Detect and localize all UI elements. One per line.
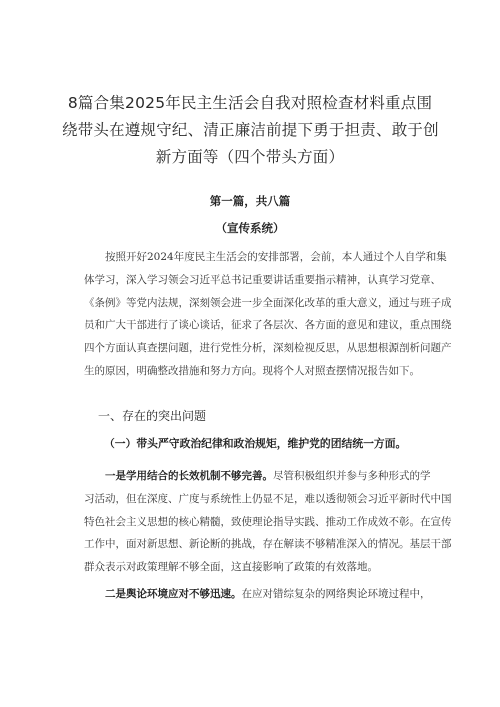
- paragraph-lead: 二是舆论环境应对不够迅速。: [105, 588, 242, 600]
- intro-line: 四个方面认真查摆问题，进行党性分析，深刻检视反思，从思想根源剖析问题产: [84, 342, 452, 355]
- document-title: [62, 90, 438, 171]
- paragraph-line: 工作中，面对新思想、新论断的挑战，存在解读不够精准深入的情况。基层干部: [84, 538, 452, 551]
- title-line: 8篇合集2025年民主生活会自我对照检查材料重点围: [67, 94, 433, 112]
- subpart-heading: （宣传系统）: [215, 221, 285, 235]
- paragraph-line: 群众表示对政策理解不够全面，这直接影响了政策的有效落地。: [84, 561, 378, 574]
- intro-line: 《条例》等党内法规，深刻领会进一步全面深化改革的重大意义，通过与班子成: [84, 296, 452, 309]
- title-line: 绕带头在遵规守纪、清正廉洁前提下勇于担责、敢于创: [62, 121, 439, 139]
- paragraph-text: 在应对错综复杂的网络舆论环境过程中，: [241, 588, 431, 600]
- intro-paragraph: [84, 246, 454, 383]
- paragraph-first-line: [84, 465, 454, 488]
- subsection-heading: （一）带头严守政治纪律和政治规矩，维护党的团结统一方面。: [104, 437, 407, 450]
- intro-line: 体学习，深入学习领会习近平总书记重要讲话重要指示精神，认真学习党章、: [84, 273, 441, 286]
- title-line: 新方面等（四个带头方面）: [155, 148, 345, 166]
- section-heading: 一、存在的突出问题: [98, 409, 207, 423]
- paragraph-line: 习活动，但在深度、广度与系统性上仍显不足，难以透彻领会习近平新时代中国: [84, 492, 452, 505]
- intro-line: 按照开好2024年度民主生活会的安排部署，会前，本人通过个人自学和集: [105, 251, 447, 263]
- problem-paragraph-2: [84, 583, 454, 606]
- paragraph-lead: 一是学用结合的长效机制不够完善。: [105, 470, 273, 482]
- intro-line: 员和广大干部进行了谈心谈话，征求了各层次、各方面的意见和建议，重点围绕: [84, 319, 452, 332]
- paragraph-first-line: [84, 583, 454, 606]
- problem-paragraph-1: [84, 465, 454, 579]
- intro-line: 生的原因，明确整改措施和努力方向。现将个人对照查摆情况报告如下。: [84, 364, 420, 377]
- paragraph-line: 特色社会主义思想的核心精髓，致使理论指导实践、推动工作成效不彰。在宣传: [84, 515, 452, 528]
- part-heading: 第一篇，共八篇: [209, 194, 291, 208]
- paragraph-text: 尽管积极组织并参与多种形式的学: [273, 470, 431, 482]
